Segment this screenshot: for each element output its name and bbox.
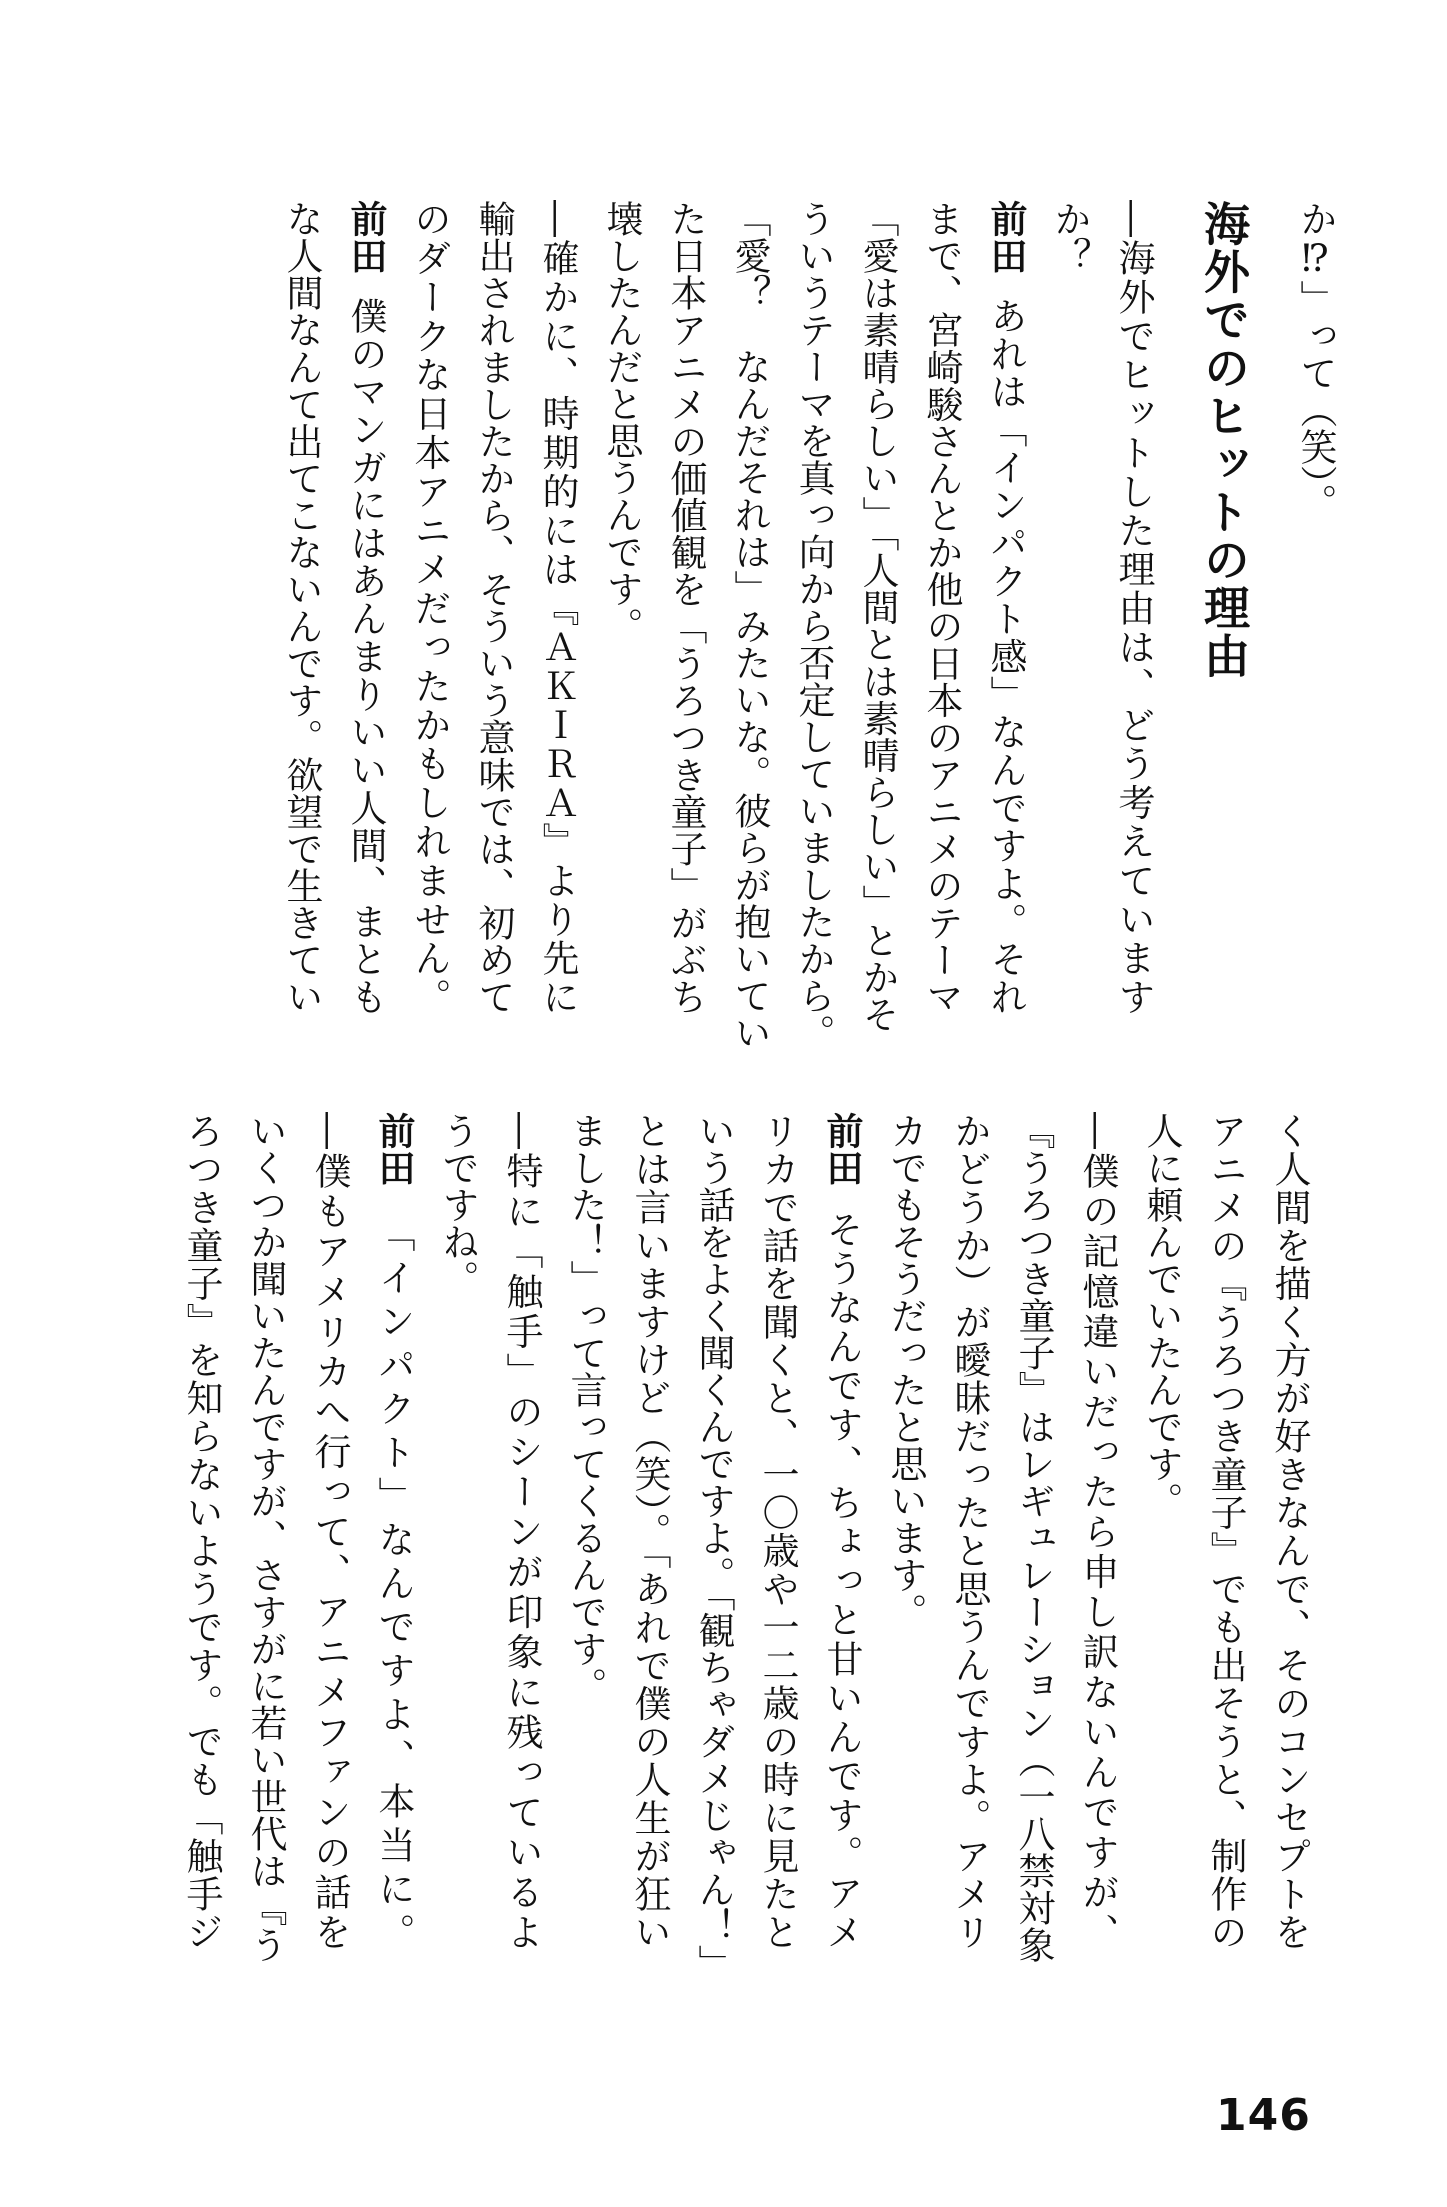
text-column	[617, 1112, 681, 1950]
column-text: 輸出されましたから、そういう意味では、初めて	[472, 200, 515, 1015]
column-text: いくつか聞いたんですが、さすがに若い世代は『う	[244, 1112, 287, 1963]
column-text: な人間なんて出てこないんです。欲望で生きてい	[280, 200, 323, 1015]
column-text: そうなんです、ちょっと甘いんです。アメ	[820, 1208, 863, 1950]
text-column	[1101, 200, 1165, 1015]
text-column	[909, 200, 973, 1015]
text-column	[553, 1112, 617, 1950]
speaker-name: 前田	[372, 1112, 415, 1186]
column-text: ―確かに、時期的には『ＡＫＩＲＡ』より先に	[536, 200, 579, 1015]
column-text: 「愛は素晴らしい」「人間とは素晴らしい」とかそ	[856, 200, 899, 1033]
column-text: まで、宮崎駿さんとか他の日本のアニメのテーマ	[920, 200, 963, 1015]
text-column	[1129, 1112, 1193, 1950]
column-text: 「インパクト」なんですよ、本当に。	[372, 1208, 415, 1950]
column-text: 僕のマンガにはあんまりいい人間、まとも	[344, 296, 387, 1015]
column-text: いう話をよく聞くんですよ。「観ちゃダメじゃん！」	[692, 1112, 735, 1982]
page-number: 146	[1216, 2090, 1311, 2141]
column-text: 壊したんだと思うんです。	[600, 200, 643, 644]
text-column	[297, 1112, 361, 1950]
text-column	[1065, 1112, 1129, 1950]
column-text: リカで話を聞くと、一〇歳や一二歳の時に見たと	[756, 1112, 799, 1950]
text-column	[169, 1112, 233, 1950]
column-text: とは言いますけど（笑）。「あれで僕の人生が狂い	[628, 1112, 671, 1950]
text-column	[361, 1112, 425, 1950]
text-column	[681, 1112, 745, 1982]
speaker-name: 前田	[820, 1112, 863, 1186]
column-text: うですね。	[436, 1112, 479, 1297]
text-column	[1001, 1112, 1065, 1963]
column-text: か⁉」って（笑）。	[1294, 200, 1337, 521]
text-column	[1193, 1112, 1257, 1950]
column-text: く人間を描く方が好きなんで、そのコンセプトを	[1268, 1112, 1311, 1950]
column-text: あれは「インパクト感」なんですよ。それ	[984, 296, 1027, 1015]
column-text: カでもそうだったと思います。	[884, 1112, 927, 1630]
text-column	[653, 200, 717, 1015]
text-column	[589, 200, 653, 1015]
section-heading: 海外でのヒットの理由	[1197, 200, 1251, 680]
column-text: ―海外でヒットした理由は、どう考えています	[1112, 200, 1155, 1015]
text-column	[1257, 1112, 1321, 1950]
text-column	[717, 200, 781, 1051]
text-column	[745, 1112, 809, 1950]
column-text: た日本アニメの価値観を「うろつき童子」がぶち	[664, 200, 707, 1015]
column-text: か？	[1048, 200, 1091, 274]
text-column	[973, 200, 1037, 1015]
text-column	[873, 1112, 937, 1950]
column-text: アニメの『うろつき童子』でも出そうと、制作の	[1204, 1112, 1247, 1950]
column-text: かどうか）が曖昧だったと思うんですよ。アメリ	[948, 1112, 991, 1950]
column-text: 「愛？ なんだそれは」みたいな。彼らが抱いてい	[728, 200, 771, 1051]
column-text: ―特に「触手」のシーンが印象に残っているよ	[500, 1112, 543, 1950]
column-text: ろつき童子』を知らないようです。でも「触手ジ	[180, 1112, 223, 1950]
text-column	[461, 200, 525, 1015]
column-text: ―僕の記憶違いだったら申し訳ないんですが、	[1076, 1112, 1119, 1950]
column-text: 人に頼んでいたんです。	[1140, 1112, 1183, 1519]
speaker-name: 前田	[344, 200, 387, 274]
text-column	[333, 200, 397, 1015]
text-column	[397, 200, 461, 1015]
text-column	[937, 1112, 1001, 1950]
column-text: 『うろつき童子』はレギュレーション（一八禁対象	[1012, 1112, 1055, 1963]
text-column	[845, 200, 909, 1033]
text-column	[1283, 200, 1347, 1015]
text-column	[809, 1112, 873, 1950]
text-column	[269, 200, 333, 1015]
column-text: ました！」って言ってくるんです。	[564, 1112, 607, 1704]
column-text: のダークな日本アニメだったかもしれません。	[408, 200, 451, 1015]
text-column	[525, 200, 589, 1015]
text-column	[781, 200, 845, 1051]
text-column	[425, 1112, 489, 1950]
text-column	[233, 1112, 297, 1963]
text-column	[489, 1112, 553, 1950]
top-text-block	[269, 200, 1347, 1051]
column-text: ―僕もアメリカへ行って、アニメファンの話を	[308, 1112, 351, 1950]
column-text: ういうテーマを真っ向から否定していましたから。	[792, 200, 835, 1051]
speaker-name: 前田	[984, 200, 1027, 274]
text-column	[1037, 200, 1101, 1015]
bottom-text-block	[169, 1112, 1321, 1982]
